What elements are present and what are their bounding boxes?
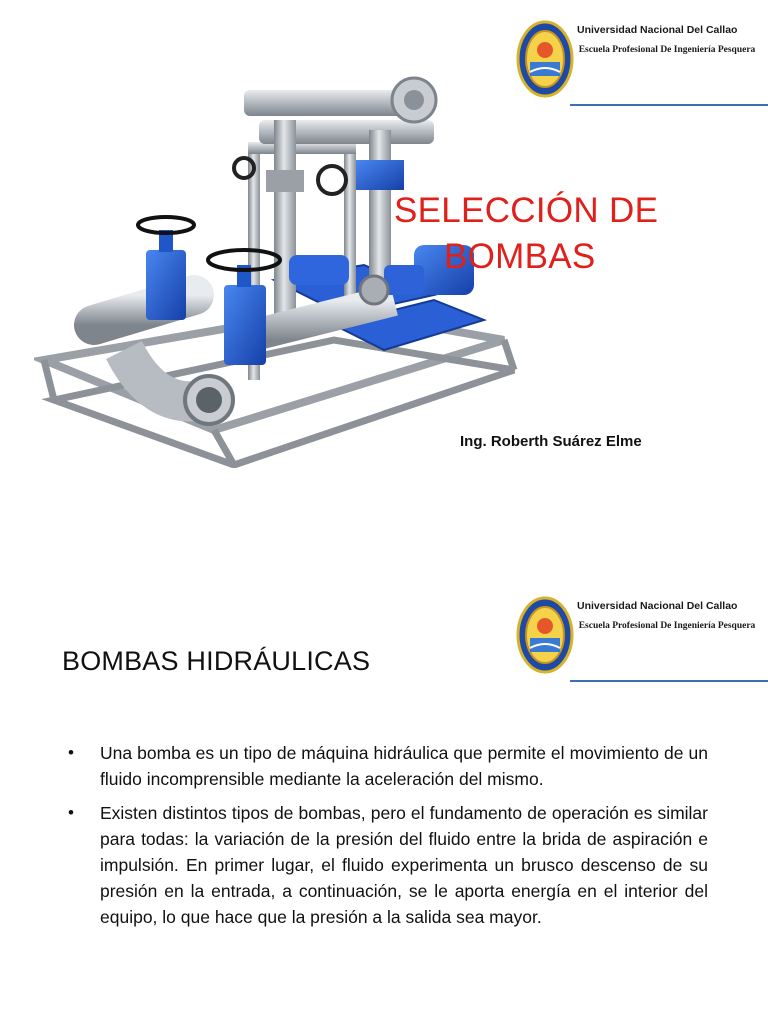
header-divider: [570, 104, 768, 106]
author-name: Ing. Roberth Suárez Elme: [460, 433, 642, 450]
slide-content: [0, 512, 768, 1024]
bullet-icon: •: [68, 743, 74, 762]
title-line-2: BOMBAS: [444, 237, 596, 276]
school-name: Escuela Profesional De Ingeniería Pesquera: [578, 45, 756, 55]
university-seal-icon: [516, 596, 574, 674]
header-divider: [570, 680, 768, 682]
bullet-text: Existen distintos tipos de bombas, pero el fundamento de operación es similar para todas: la variación de la presión del fluido entre la brida de aspiración e impulsión. En primer lugar, el fluido experimenta un brusco descenso de su presión en la entrada, a continuación, se le aporta energía en el interior del equipo, lo que hace que la presión a la salida sea mayor.: [100, 803, 708, 927]
university-seal-icon: [516, 20, 574, 98]
title-line-1: SELECCIÓN DE: [394, 191, 659, 230]
university-header: [514, 18, 768, 108]
list-item: [62, 800, 708, 930]
school-name: Escuela Profesional De Ingeniería Pesquera: [578, 621, 756, 631]
bullet-text: Una bomba es un tipo de máquina hidráulica que permite el movimiento de un fluido incomprensible mediante la aceleración del mismo.: [100, 743, 708, 789]
university-name: Universidad Nacional Del Callao: [577, 600, 738, 612]
list-item: [62, 740, 708, 792]
university-header: [514, 594, 768, 684]
slide-title-heading: [394, 188, 714, 280]
bullet-icon: •: [68, 803, 74, 822]
university-name: Universidad Nacional Del Callao: [577, 24, 738, 36]
bullet-list: [62, 740, 708, 938]
section-title: BOMBAS HIDRÁULICAS: [62, 646, 371, 676]
